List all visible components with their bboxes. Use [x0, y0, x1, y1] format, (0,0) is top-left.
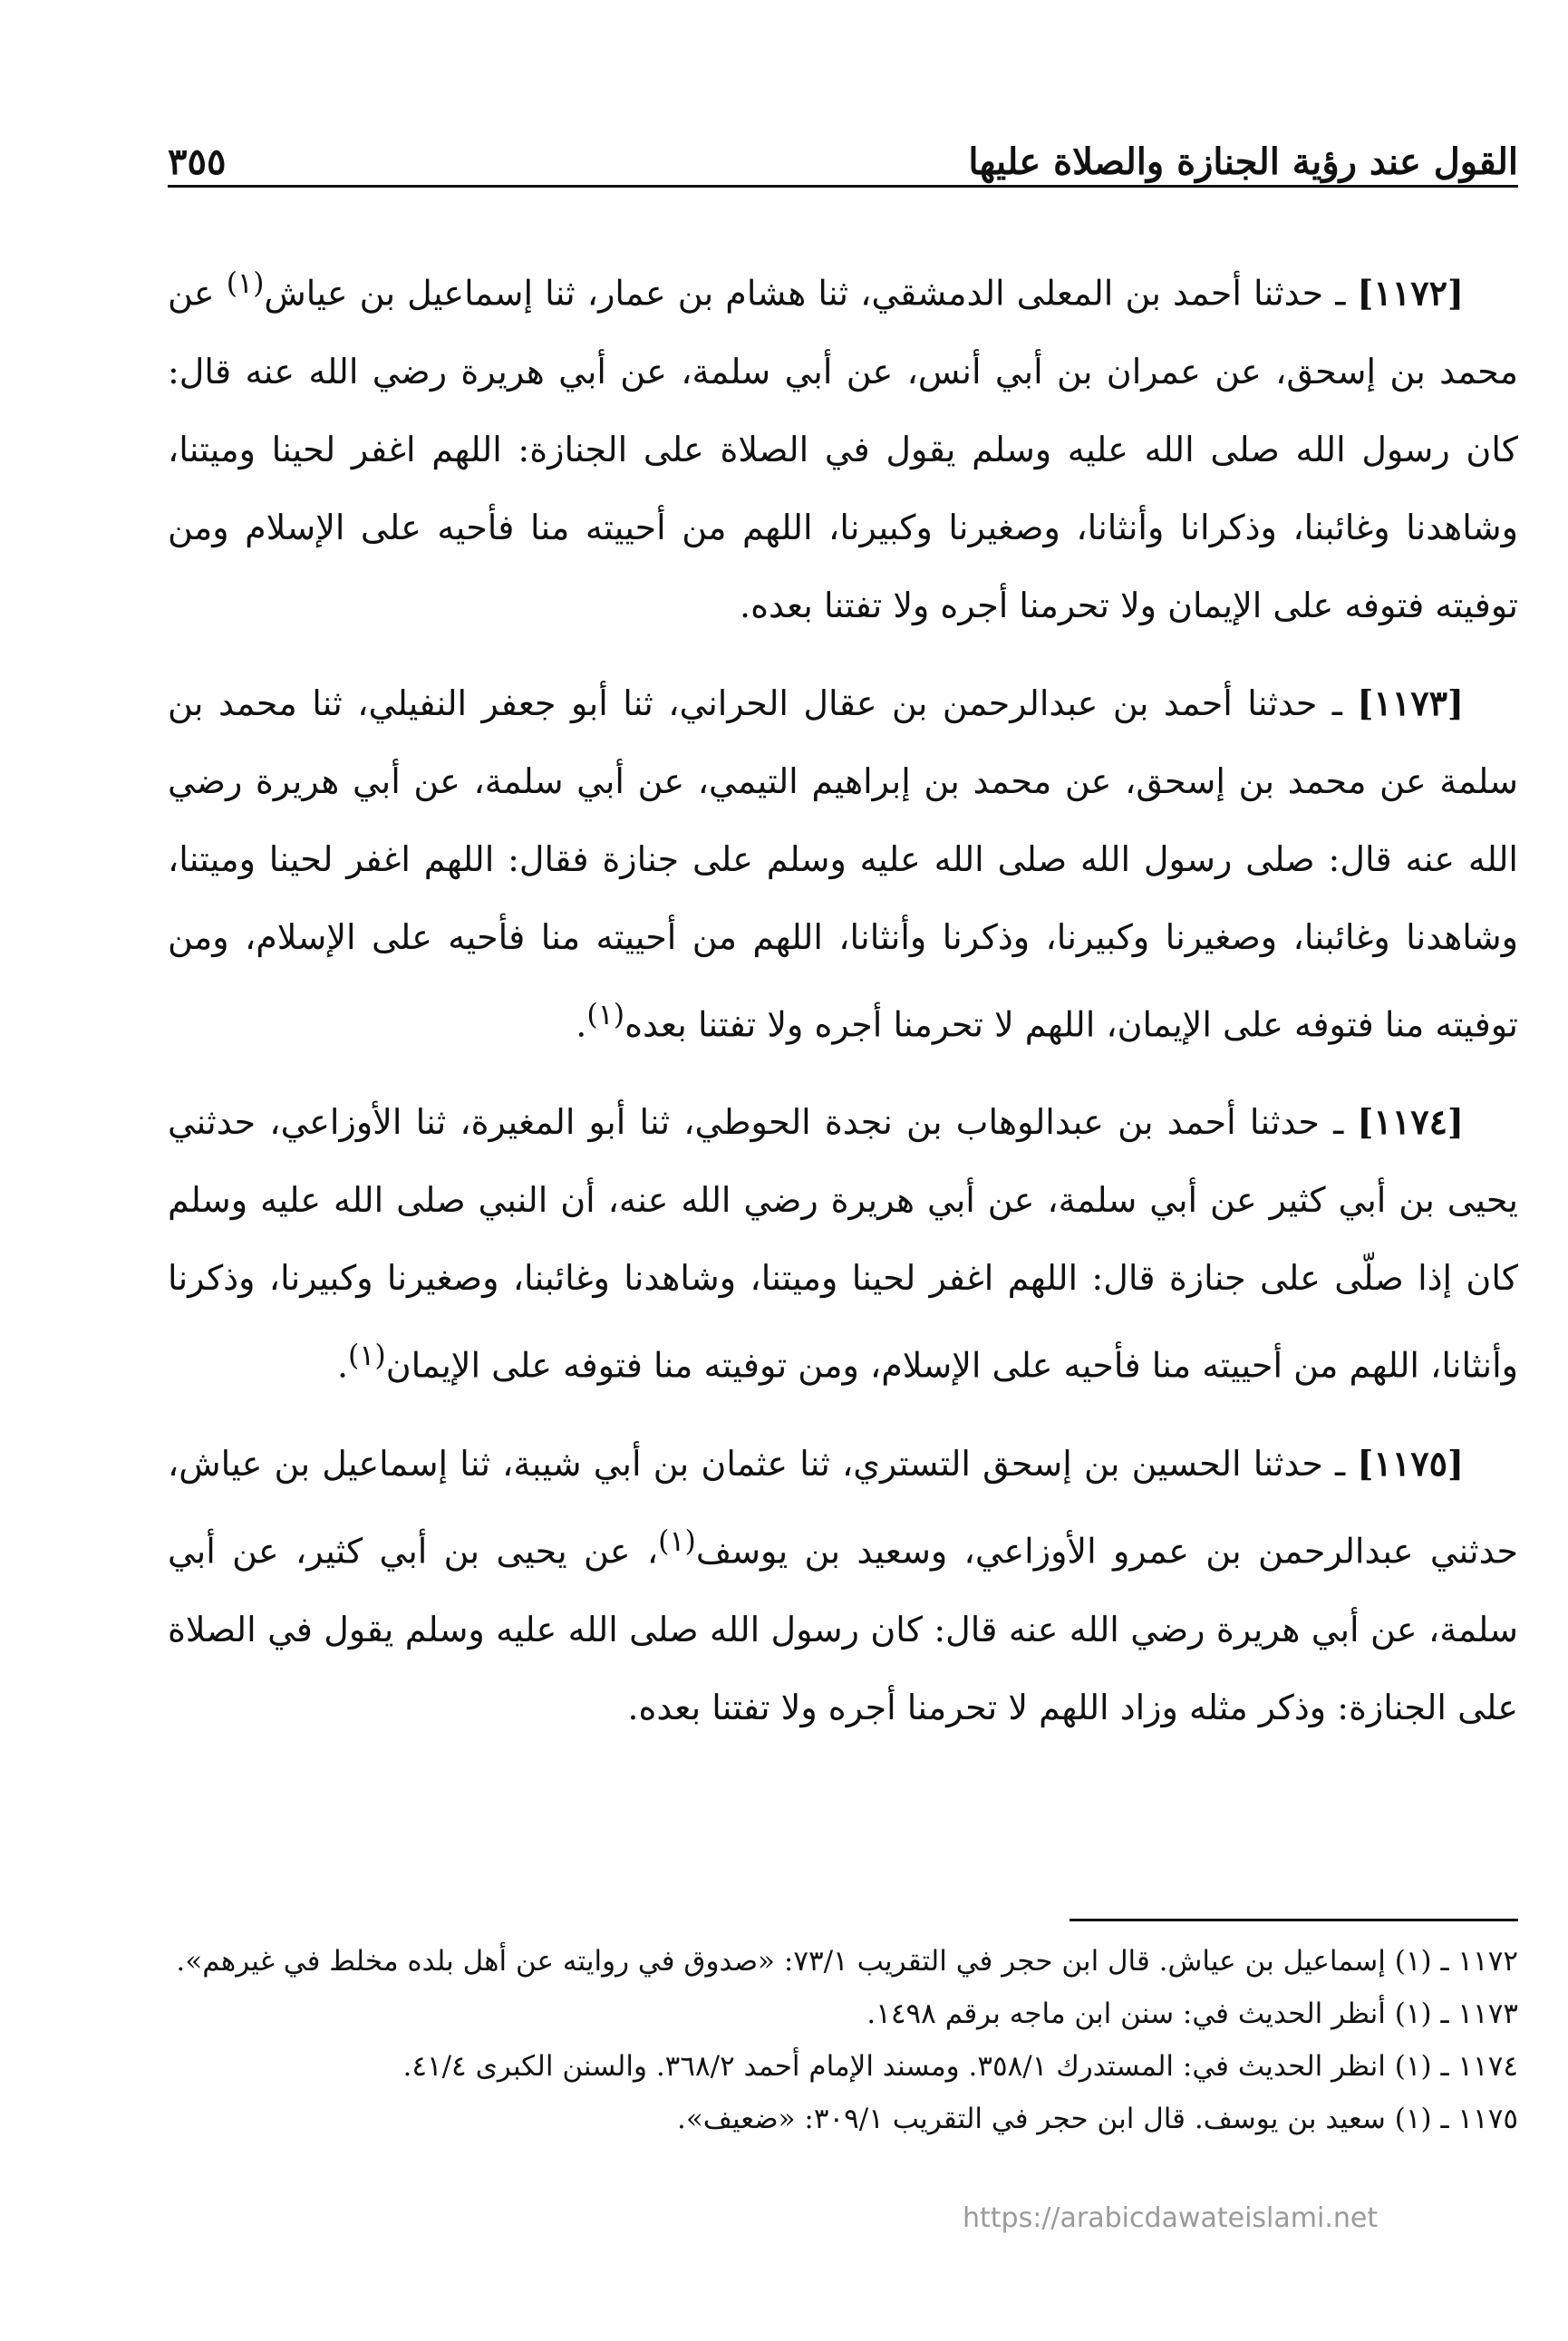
- footnote-1174: ١١٧٤ ـ (١) انظر الحديث في: المستدرك ٣٥٨/١. ومسند الإمام أحمد ٣٦٨/٢. والسنن الكبرى ٤١/٤.: [402, 2050, 1518, 2083]
- hadith-1175: [168, 1425, 1518, 1746]
- hadith-1173: [168, 664, 1518, 1064]
- footnote-marker: (١): [226, 267, 265, 300]
- hadith-1172: [168, 245, 1518, 644]
- watermark: https://arabicdawateislami.net: [963, 2202, 1379, 2234]
- footnotes: [168, 1935, 1518, 2145]
- hadith-text: ـ حدثنا أحمد بن عبدالرحمن بن عقال الحراني، ثنا أبو جعفر النفيلي، ثنا محمد بن سلمة عن محمد بن إسحق، عن محمد بن إبراهيم التيمي، عن أبي سلمة، عن أبي هريرة رضي الله عنه قال: صلى رسول الله صلى الله عليه وسلم على جنازة فقال: اللهم اغفر لحينا وميتنا، وشاهدنا وغائبنا، وصغيرنا وكبيرنا، وذكرنا وأنثانا، اللهم من أحييته منا فأحيه على الإسلام، ومن توفيته منا فتوفه على الإيمان، اللهم لا تحرمنا أجره ولا تفتنا بعده: [168, 682, 1518, 1045]
- header-divider: [168, 185, 1518, 188]
- hadith-text: عن محمد بن إسحق، عن عمران بن أبي أنس، عن أبي سلمة، عن أبي هريرة رضي الله عنه قال: كان رسول الله صلى الله عليه وسلم يقول في الصلاة على الجنازة: اللهم اغفر لحينا وميتنا، وشاهدنا وغائبنا، وذكرانا وأنثانا، وصغيرنا وكبيرنا، اللهم من أحييته منا فأحيه على الإسلام ومن توفيته فتوفه على الإيمان ولا تحرمنا أجره ولا تفتنا بعده.: [168, 273, 1518, 625]
- footnote-1172: ١١٧٢ ـ (١) إسماعيل بن عياش. قال ابن حجر في التقريب ٧٣/١: «صدوق في روايته عن أهل بلده مخلط في غيرهم».: [176, 1945, 1518, 1978]
- hadith-number: [١١٧٢]: [1357, 272, 1465, 314]
- footnote-1175: ١١٧٥ ـ (١) سعيد بن يوسف. قال ابن حجر في التقريب ٣٠٩/١: «ضعيف».: [677, 2103, 1518, 2135]
- footnote-marker: (١): [586, 998, 625, 1031]
- hadith-text: ـ حدثنا أحمد بن عبدالوهاب بن نجدة الحوطي، ثنا أبو المغيرة، ثنا الأوزاعي، حدثني يحيى بن أبي كثير عن أبي سلمة، عن أبي هريرة رضي الله عنه، أن النبي صلى الله عليه وسلم كان إذا صلّى على جنازة قال: اللهم اغفر لحينا وميتنا، وشاهدنا وغائبنا، وصغيرنا وكبيرنا، وذكرنا وأنثانا، اللهم من أحييته منا فأحيه على الإسلام، ومن توفيته منا فتوفه على الإيمان: [168, 1102, 1518, 1386]
- hadith-number: [١١٧٤]: [1357, 1101, 1464, 1143]
- running-title: القول عند رؤية الجنازة والصلاة عليها: [968, 140, 1518, 183]
- footnote-marker: (١): [658, 1524, 696, 1558]
- hadith-number: [١١٧٣]: [1357, 682, 1464, 723]
- hadith-text: ـ حدثنا الحسين بن إسحق التستري، ثنا عثمان بن أبي شيبة، ثنا إسماعيل بن عياش، حدثني عبدالرحمن بن عمرو الأوزاعي، وسعيد بن يوسف: [168, 1443, 1519, 1572]
- footnote-divider: [1070, 1919, 1518, 1921]
- hadith-text: ـ حدثنا أحمد بن المعلى الدمشقي، ثنا هشام بن عمار، ثنا إسماعيل بن عياش: [264, 273, 1358, 314]
- hadith-1174: [168, 1083, 1518, 1405]
- page-header: [168, 127, 1518, 183]
- footnote-1173: ١١٧٣ ـ (١) أنظر الحديث في: سنن ابن ماجه برقم ١٤٩٨.: [866, 1998, 1518, 2030]
- hadith-text: ، عن يحيى بن أبي كثير، عن أبي سلمة، عن أبي هريرة رضي الله عنه قال: كان رسول الله صلى الله عليه وسلم يقول في الصلاة على الجنازة: وذكر مثله وزاد اللهم لا تحرمنا أجره ولا تفتنا بعده.: [168, 1531, 1518, 1727]
- hadith-text: .: [336, 1345, 349, 1386]
- hadith-number: [١١٧٥]: [1357, 1442, 1464, 1484]
- hadith-text: .: [576, 1004, 587, 1045]
- main-text: [168, 245, 1518, 1766]
- footnote-marker: (١): [348, 1340, 386, 1373]
- page-number: ٣٥٥: [168, 140, 227, 183]
